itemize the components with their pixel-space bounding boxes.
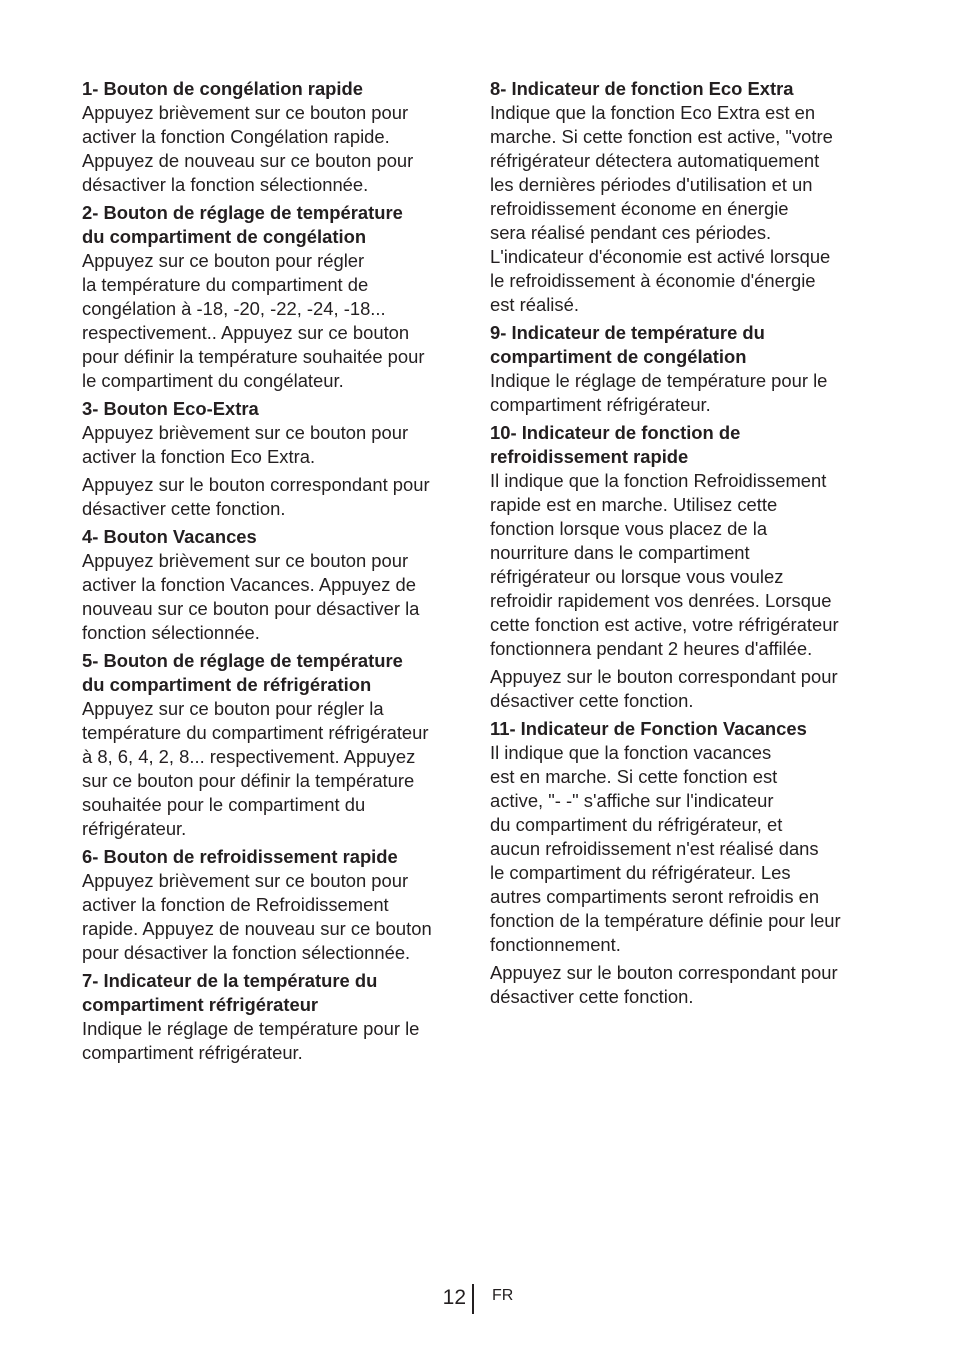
section-paragraph: Il indique que la fonction Refroidissement rapide est en marche. Utilisez cette fonction lorsque vous placez de la nourriture dans le compartiment réfrigérateur ou lorsque vous voulez refroidir rapidement vos denrées. Lorsque cette fonction est active, votre réfrigérateur fonctionnera pendant 2 heures d'affilée. — [490, 470, 839, 659]
section-8 — [490, 77, 880, 317]
section-heading: 9- Indicateur de température du compartiment de congélation — [490, 322, 765, 367]
section-2 — [82, 201, 472, 393]
section-paragraph: Appuyez sur le bouton correspondant pour désactiver cette fonction. — [490, 962, 838, 1007]
section-4 — [82, 525, 472, 645]
section-paragraph: Indique que la fonction Eco Extra est en marche. Si cette fonction est active, "votre réfrigérateur détectera automatiquement les dernières périodes d'utilisation et un refroidissement économe en énergie sera réalisé pendant ces périodes. L'indicateur d'économie est activé lorsque le refroidissement à économie d'énergie est réalisé. — [490, 102, 833, 315]
section-paragraph: Appuyez sur le bouton correspondant pour désactiver cette fonction. — [490, 666, 838, 711]
language-code: FR — [492, 1287, 514, 1304]
left-column — [82, 77, 472, 1069]
section-heading: 11- Indicateur de Fonction Vacances — [490, 718, 807, 739]
footer-divider — [472, 1284, 474, 1314]
section-paragraph: Indique le réglage de température pour le compartiment réfrigérateur. — [82, 1018, 420, 1063]
section-heading: 10- Indicateur de fonction de refroidissement rapide — [490, 422, 741, 467]
section-heading: 8- Indicateur de fonction Eco Extra — [490, 78, 794, 99]
section-paragraph: Il indique que la fonction vacances est en marche. Si cette fonction est active, "- -" s'affiche sur l'indicateur du compartiment du réfrigérateur, et aucun refroidissement n'est réalisé dans le compartiment du réfrigérateur. Les autres compartiments seront refroidis en fonction de la température définie pour leur fonctionnement. — [490, 742, 841, 955]
section-paragraph: Appuyez brièvement sur ce bouton pour activer la fonction Congélation rapide. Appuyez de nouveau sur ce bouton pour désactiver la fonction sélectionnée. — [82, 102, 414, 195]
section-heading: 3- Bouton Eco-Extra — [82, 398, 259, 419]
section-5 — [82, 649, 472, 841]
section-7 — [82, 969, 472, 1065]
section-3 — [82, 397, 472, 521]
section-heading: 5- Bouton de réglage de température du compartiment de réfrigération — [82, 650, 403, 695]
section-paragraph: Appuyez brièvement sur ce bouton pour activer la fonction de Refroidissement rapide. Appuyez de nouveau sur ce bouton pour désactiver la fonction sélectionnée. — [82, 870, 432, 963]
section-paragraph: Indique le réglage de température pour le compartiment réfrigérateur. — [490, 370, 828, 415]
section-heading: 6- Bouton de refroidissement rapide — [82, 846, 398, 867]
section-10 — [490, 421, 880, 713]
section-paragraph: Appuyez brièvement sur ce bouton pour activer la fonction Vacances. Appuyez de nouveau sur ce bouton pour désactiver la fonction sélectionnée. — [82, 550, 420, 643]
page-number: 12 — [442, 1286, 466, 1309]
section-paragraph: Appuyez brièvement sur ce bouton pour activer la fonction Eco Extra. — [82, 422, 409, 467]
section-paragraph: Appuyez sur ce bouton pour régler la température du compartiment de congélation à -18, -20, -22, -24, -18... respectivement.. Appuyez sur ce bouton pour définir la température souhaitée pour le compartiment du congélateur. — [82, 250, 425, 391]
section-1 — [82, 77, 472, 197]
section-heading: 2- Bouton de réglage de température du compartiment de congélation — [82, 202, 403, 247]
section-paragraph: Appuyez sur le bouton correspondant pour désactiver cette fonction. — [82, 474, 430, 519]
section-paragraph: Appuyez sur ce bouton pour régler la température du compartiment réfrigérateur à 8, 6, 4, 2, 8... respectivement. Appuyez sur ce bouton pour définir la température souhaitée pour le compartiment du réfrigérateur. — [82, 698, 429, 839]
right-column — [490, 77, 880, 1013]
section-11 — [490, 717, 880, 1009]
section-heading: 1- Bouton de congélation rapide — [82, 78, 363, 99]
section-heading: 7- Indicateur de la température du compartiment réfrigérateur — [82, 970, 378, 1015]
section-9 — [490, 321, 880, 417]
section-6 — [82, 845, 472, 965]
section-heading: 4- Bouton Vacances — [82, 526, 257, 547]
